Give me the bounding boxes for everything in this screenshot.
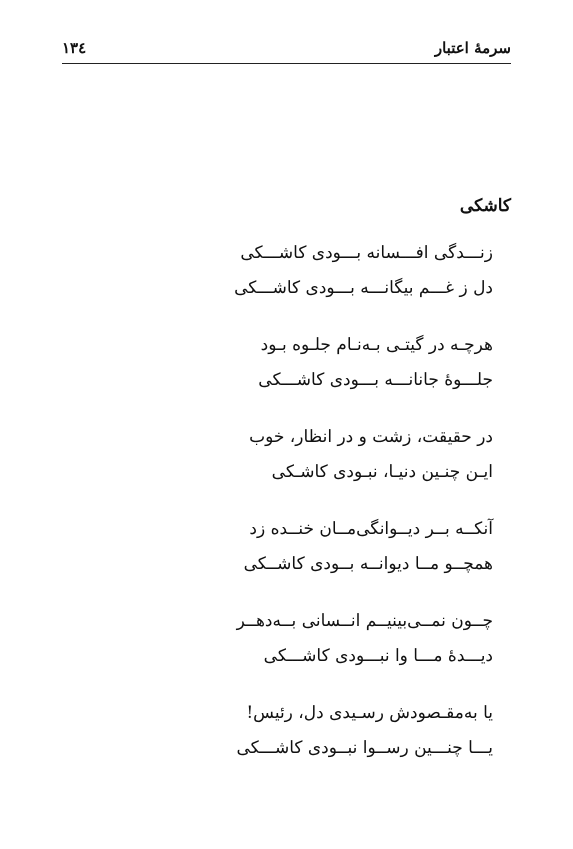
verse-line: دل ز غـــم بیگانـــه بـــودی کاشـــکی bbox=[234, 278, 493, 298]
verse-line: زنـــدگی افـــسانه بـــودی کاشـــکی bbox=[240, 243, 493, 263]
verse-line: همچــو مــا دیوانــه بــودی کاشــکی bbox=[243, 554, 493, 574]
stanza bbox=[73, 512, 493, 582]
stanza bbox=[73, 604, 493, 674]
stanza bbox=[73, 420, 493, 490]
verse-line: چــون نمــی‌بینیــم انــسانی بــه‌دهــر bbox=[236, 611, 493, 631]
page-number: ۱۳٤ bbox=[62, 39, 87, 57]
stanza bbox=[73, 696, 493, 766]
verse-line: دیـــدهٔ مـــا وا نبـــودی کاشـــکی bbox=[263, 646, 493, 666]
book-title: سرمهٔ اعتبار bbox=[434, 39, 511, 57]
verse-line: هرچـه در گیتـی بـه‌نـام جلـوه بـود bbox=[260, 335, 493, 355]
stanza bbox=[73, 236, 493, 306]
poem-body bbox=[73, 236, 493, 788]
verse-line: آنکــه بــر دیــوانگی‌مــان خنــده زد bbox=[249, 519, 493, 539]
verse-line: ایـن چنـین دنیـا، نبـودی کاشـکی bbox=[271, 462, 493, 482]
verse-line: جلـــوهٔ جانانـــه بـــودی کاشـــکی bbox=[258, 370, 493, 390]
verse-line: یا به‌مقـصودش رسـیدی دل، رئیس! bbox=[246, 703, 493, 723]
poem-title: کاشکی bbox=[459, 196, 511, 216]
verse-line: یـــا چنـــین رســوا نبــودی کاشـــکی bbox=[236, 738, 493, 758]
verse-line: در حقیقت، زشت و در انظار، خوب bbox=[249, 427, 493, 447]
running-header bbox=[62, 34, 511, 64]
stanza bbox=[73, 328, 493, 398]
